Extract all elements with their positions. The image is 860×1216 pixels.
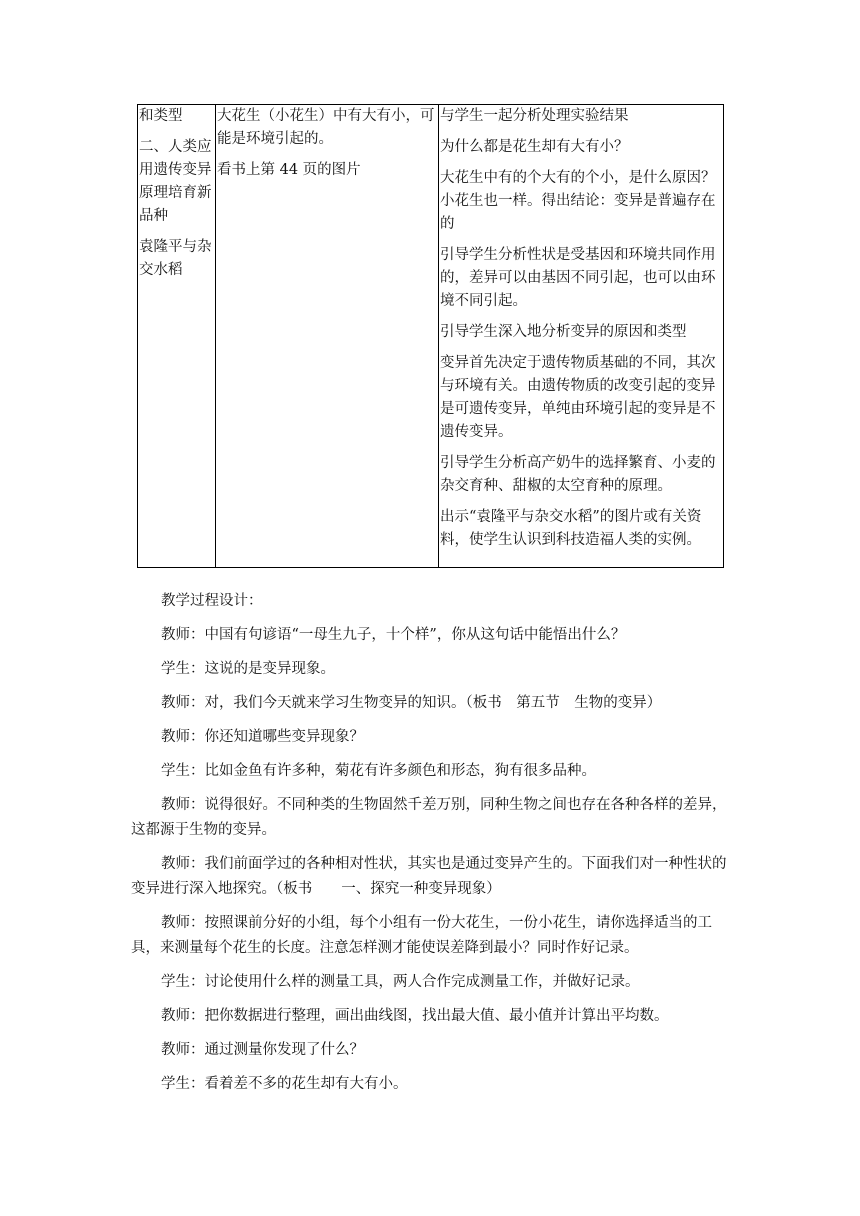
cell-text: 为什么都是花生却有大有小？	[440, 139, 629, 155]
cell-text: 变异首先决定于遗传物质基础的不同，其次与环境有关。由遗传物质的改变引起的变异是可遗传变异，单纯由环境引起的变异是不遗传变异。	[440, 355, 716, 440]
table-row	[138, 105, 724, 568]
cell-text: 二、人类应用遗传变异原理培育新品种	[139, 139, 212, 224]
table-cell-teacher-activity	[439, 105, 724, 568]
dialogue-paragraph: 学生：这说的是变异现象。	[161, 661, 335, 677]
dialogue-paragraph: 教师：说得很好。不同种类的生物固然千差万别，同种生物之间也存在各种各样的差异，这都源于生物的变异。	[131, 797, 727, 838]
dialogue-paragraph: 教师：我们前面学过的各种相对性状，其实也是通过变异产生的。下面我们对一种性状的变异进行深入地探究。（板书 一、探究一种变异现象）	[131, 856, 727, 897]
dialogue-paragraph: 教师：通过测量你发现了什么？	[161, 1042, 364, 1058]
table-cell-student-activity	[216, 105, 439, 568]
lesson-plan-table	[137, 104, 724, 568]
cell-text: 大花生中有的个大有的个小，是什么原因？小花生也一样。得出结论：变异是普遍存在的	[440, 170, 716, 232]
table-cell-topic	[138, 105, 216, 568]
cell-text: 看书上第 44 页的图片	[217, 162, 361, 178]
dialogue-paragraph: 学生：讨论使用什么样的测量工具，两人合作完成测量工作，并做好记录。	[161, 974, 640, 990]
cell-text: 与学生一起分析处理实验结果	[440, 108, 629, 124]
section-heading: 教学过程设计：	[161, 593, 263, 609]
dialogue-paragraph: 学生：比如金鱼有许多种，菊花有许多颜色和形态，狗有很多品种。	[161, 763, 596, 779]
cell-text: 大花生（小花生）中有大有小，可能是环境引起的。	[217, 108, 435, 147]
cell-text: 和类型	[139, 108, 183, 124]
cell-text: 出示“袁隆平与杂交水稻”的图片或有关资料，使学生认识到科技造福人类的实例。	[440, 509, 702, 548]
dialogue-paragraph: 教师：中国有句谚语“一母生九子，十个样”，你从这句话中能悟出什么？	[161, 627, 626, 643]
dialogue-paragraph: 教师：你还知道哪些变异现象？	[161, 729, 364, 745]
dialogue-paragraph: 教师：按照课前分好的小组，每个小组有一份大花生，一份小花生，请你选择适当的工具，来测量每个花生的长度。注意怎样测才能使误差降到最小？同时作好记录。	[131, 915, 712, 956]
cell-text: 引导学生深入地分析变异的原因和类型	[440, 324, 687, 340]
cell-text: 引导学生分析性状是受基因和环境共同作用的，差异可以由基因不同引起，也可以由环境不同引起。	[440, 247, 716, 309]
dialogue-paragraph: 教师：把你数据进行整理，画出曲线图，找出最大值、最小值并计算出平均数。	[161, 1008, 669, 1024]
dialogue-paragraph: 教师：对，我们今天就来学习生物变异的知识。（板书 第五节 生物的变异）	[161, 695, 662, 711]
cell-text: 引导学生分析高产奶牛的选择繁育、小麦的杂交育种、甜椒的太空育种的原理。	[440, 455, 716, 494]
cell-text: 袁隆平与杂交水稻	[139, 239, 212, 278]
lesson-process-text	[131, 589, 731, 1106]
dialogue-paragraph: 学生：看着差不多的花生却有大有小。	[161, 1076, 408, 1092]
